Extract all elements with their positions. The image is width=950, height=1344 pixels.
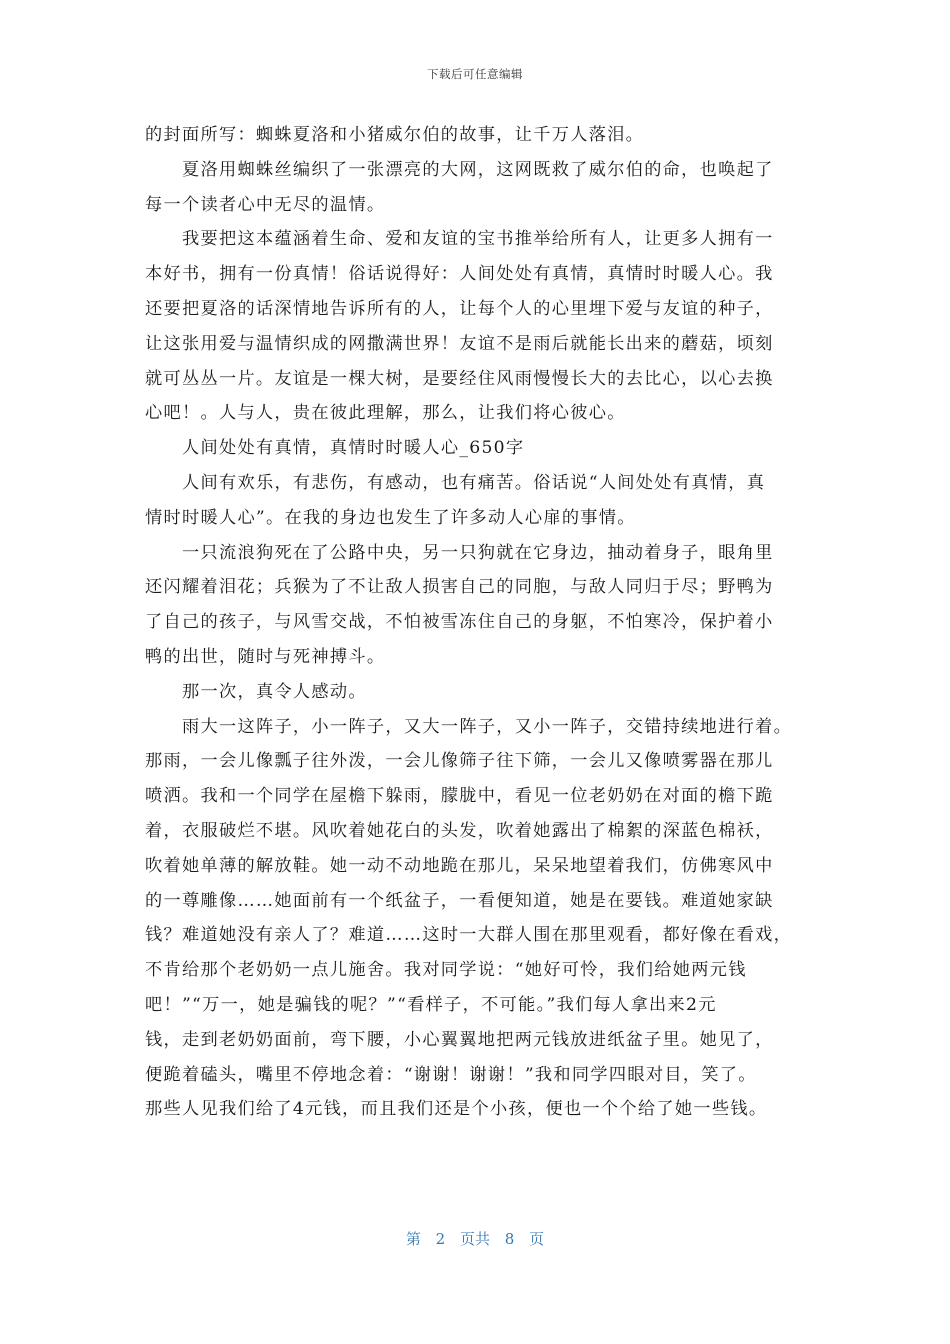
text-line: 一只流浪狗死在了公路中央，另一只狗就在它身边，抽动着身子，眼角里 bbox=[182, 542, 774, 563]
text-line: 让这张用爱与温情织成的网撒满世界！友谊不是雨后就能长出来的蘑菇，顷刻 bbox=[145, 333, 774, 354]
page-number-footer: 第 2 页共 8 页 bbox=[405, 1230, 545, 1248]
text-line: 了自己的孩子，与风雪交战，不怕被雪冻住自己的身躯，不怕寒冷，保护着小 bbox=[145, 612, 774, 633]
section-title: 人间处处有真情，真情时时暖人心_650字 bbox=[182, 438, 525, 459]
text-line: 喷洒。我和一个同学在屋檐下躲雨，朦胧中，看见一位老奶奶在对面的檐下跪 bbox=[145, 786, 774, 807]
text-line: 还闪耀着泪花；兵猴为了不让敌人损害自己的同胞，与敌人同归于尽；野鸭为 bbox=[145, 577, 774, 598]
text-line: 雨大一这阵子，小一阵子，又大一阵子，又小一阵子，交错持续地进行着。 bbox=[182, 716, 793, 737]
text-line: 吧！”“万一，她是骗钱的呢？”“看样子，不可能。”我们每人拿出来2元 bbox=[145, 994, 717, 1015]
text-line: 情时时暖人心”。在我的身边也发生了许多动人心扉的事情。 bbox=[145, 507, 636, 528]
text-line: 钱，走到老奶奶面前，弯下腰，小心翼翼地把两元钱放进纸盆子里。她见了， bbox=[145, 1029, 774, 1050]
text-line: 夏洛用蜘蛛丝编织了一张漂亮的大网，这网既救了威尔伯的命，也唤起了 bbox=[182, 159, 774, 180]
text-line: 吹着她单薄的解放鞋。她一动不动地跪在那儿，呆呆地望着我们，仿佛寒风中 bbox=[145, 855, 774, 876]
text-line: 那一次，真令人感动。 bbox=[182, 681, 367, 702]
text-line: 便跪着磕头，嘴里不停地念着：“谢谢！谢谢！”我和同学四眼对目，笑了。 bbox=[145, 1064, 757, 1085]
text-line: 不肯给那个老奶奶一点儿施舍。我对同学说：“她好可怜，我们给她两元钱 bbox=[145, 960, 747, 981]
text-line: 本好书，拥有一份真情！俗话说得好：人间处处有真情，真情时时暖人心。我 bbox=[145, 264, 774, 285]
text-line: 那雨，一会儿像瓢子往外泼，一会儿像筛子往下筛，一会儿又像喷雾器在那儿 bbox=[145, 751, 774, 772]
text-line: 人间有欢乐，有悲伤，有感动，也有痛苦。俗话说“人间处处有真情，真 bbox=[182, 472, 766, 493]
text-line: 钱？难道她没有亲人了？难道……这时一大群人围在那里观看，都好像在看戏， bbox=[145, 925, 793, 946]
page-header: 下载后可任意编辑 bbox=[427, 67, 523, 81]
text-line: 那些人见我们给了4元钱，而且我们还是个小孩，便也一个个给了她一些钱。 bbox=[145, 1099, 768, 1120]
text-line: 还要把夏洛的话深情地告诉所有的人，让每个人的心里埋下爱与友谊的种子， bbox=[145, 298, 774, 319]
text-line: 的一尊雕像……她面前有一个纸盆子，一看便知道，她是在要钱。难道她家缺 bbox=[145, 890, 774, 911]
body-text bbox=[145, 118, 805, 1127]
text-line: 心吧！。人与人，贵在彼此理解，那么，让我们将心彼心。 bbox=[145, 403, 626, 424]
text-line: 我要把这本蕴涵着生命、爱和友谊的宝书推举给所有人，让更多人拥有一 bbox=[182, 229, 774, 250]
text-line: 鸭的出世，随时与死神搏斗。 bbox=[145, 646, 386, 667]
text-line: 着，衣服破烂不堪。风吹着她花白的头发，吹着她露出了棉絮的深蓝色棉袄， bbox=[145, 820, 774, 841]
text-line: 就可丛丛一片。友谊是一棵大树，是要经住风雨慢慢长大的去比心，以心去换 bbox=[145, 368, 774, 389]
text-line: 每一个读者心中无尽的温情。 bbox=[145, 194, 386, 215]
text-line: 的封面所写：蜘蛛夏洛和小猪威尔伯的故事，让千万人落泪。 bbox=[145, 125, 645, 145]
